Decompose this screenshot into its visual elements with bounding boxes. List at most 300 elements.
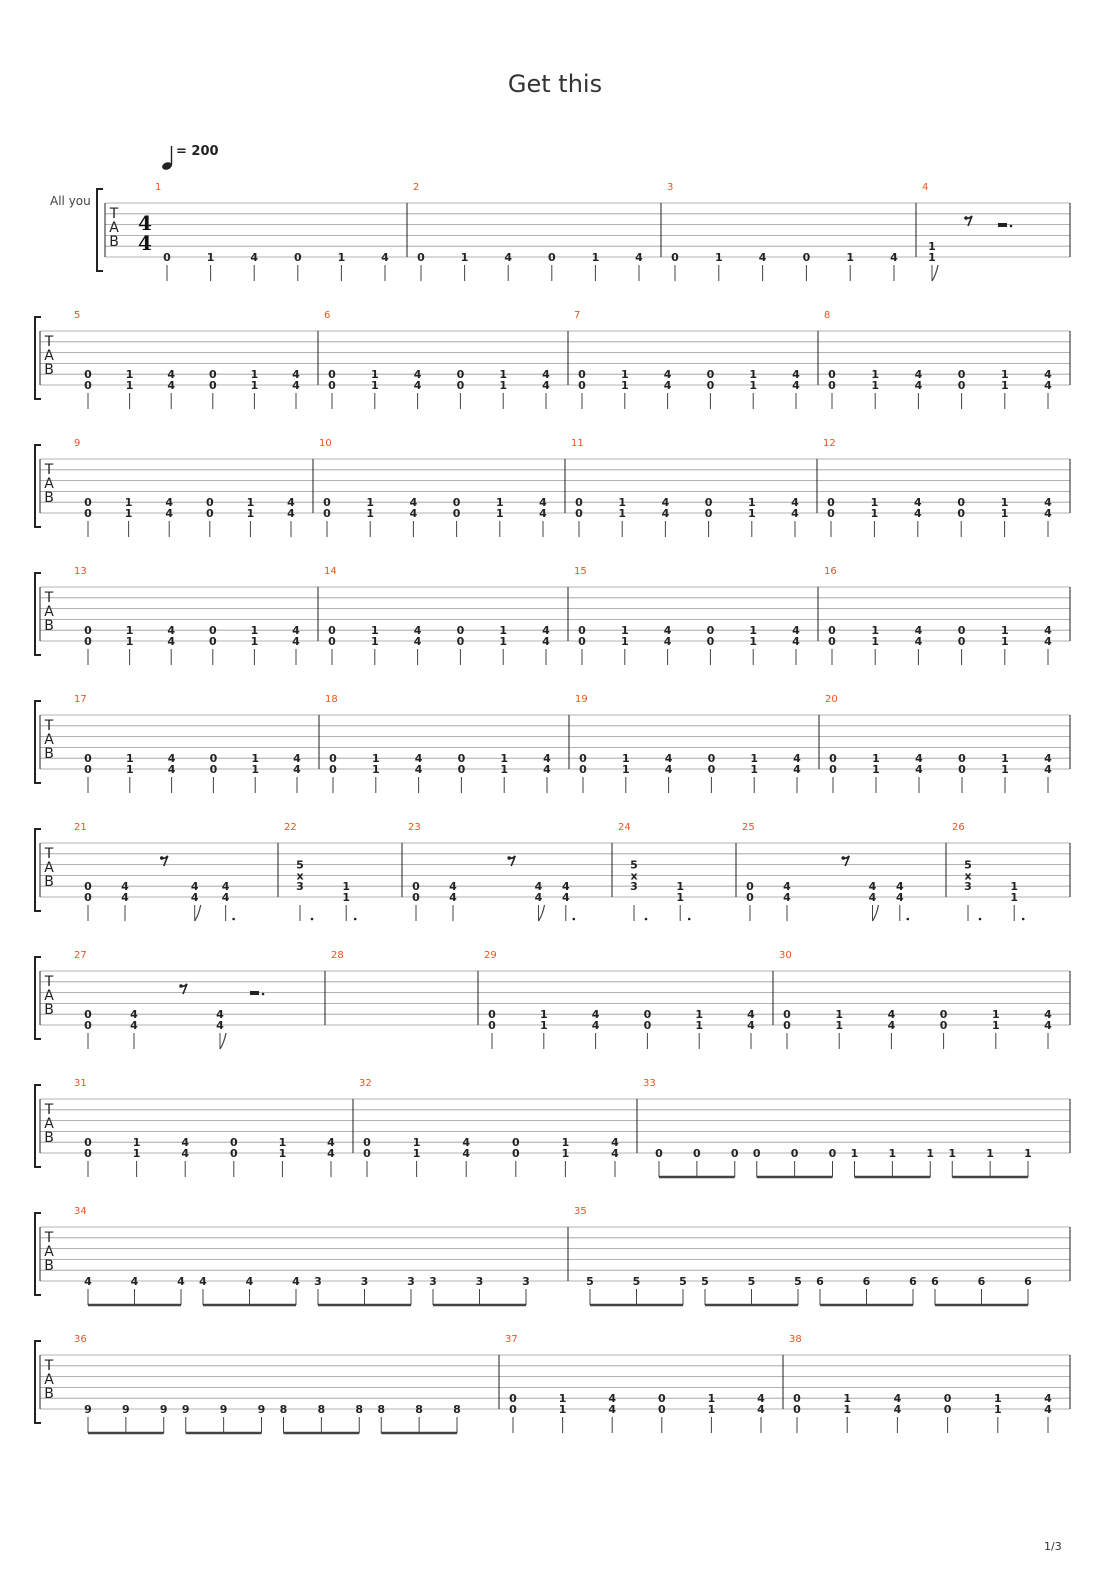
fret-number: 1 — [278, 1147, 287, 1160]
fret-number: 4 — [167, 379, 176, 392]
tab-clef-letter: B — [44, 490, 54, 506]
fret-number: 0 — [655, 1147, 663, 1160]
fret-number: 0 — [208, 635, 217, 648]
fret-number: 0 — [328, 368, 336, 382]
duration-dot — [354, 918, 357, 921]
system-bracket — [97, 189, 103, 271]
fret-number: 1 — [125, 752, 134, 766]
fret-number: 4 — [250, 251, 259, 264]
fret-number: 4 — [868, 880, 877, 894]
measure-number: 28 — [331, 950, 344, 961]
fret-number: 4 — [534, 891, 543, 904]
fret-number: 0 — [957, 507, 966, 520]
fret-number: 4 — [287, 507, 295, 520]
fret-number: 1 — [561, 1136, 570, 1150]
fret-number: 4 — [413, 368, 422, 382]
fret-number: 1 — [125, 368, 134, 382]
fret-number: 3 — [314, 1275, 322, 1288]
fret-number: 4 — [167, 624, 176, 638]
fret-number: 1 — [749, 368, 758, 382]
measure — [413, 182, 661, 281]
duration-dot — [311, 918, 314, 921]
fret-number: 4 — [167, 752, 176, 766]
fret-number: 0 — [163, 251, 171, 264]
fret-number: 0 — [643, 1008, 652, 1022]
fret-number: 3 — [964, 880, 972, 894]
time-signature-top: 4 — [138, 211, 152, 235]
fret-number: 1 — [500, 763, 509, 776]
fret-number: 8 — [377, 1403, 386, 1416]
fret-number: 6 — [931, 1275, 939, 1288]
fret-number: 0 — [707, 752, 716, 766]
fret-number: 1 — [993, 1403, 1002, 1416]
tab-system — [35, 694, 1070, 793]
fret-number: 0 — [578, 624, 586, 638]
fret-number: 1 — [412, 1136, 421, 1150]
measure-number: 4 — [922, 182, 929, 193]
fret-number: 4 — [757, 1403, 765, 1416]
fret-number: 5 — [794, 1275, 802, 1288]
fret-number: 1 — [695, 1019, 704, 1032]
eighth-rest-dot — [507, 856, 511, 860]
fret-number: 0 — [943, 1403, 952, 1416]
fret-number: 3 — [429, 1275, 437, 1288]
fret-number: 0 — [578, 379, 586, 392]
note-flag-icon — [220, 1033, 226, 1049]
fret-number: 4 — [791, 507, 799, 520]
fret-number: 4 — [504, 251, 513, 264]
tab-clef-letter: A — [44, 988, 54, 1004]
fret-number: 4 — [635, 251, 643, 264]
fret-number: 6 — [909, 1275, 917, 1288]
fret-number: 4 — [181, 1147, 190, 1160]
fret-number: 4 — [327, 1147, 335, 1160]
fret-number: 0 — [579, 763, 587, 776]
fret-number: 5 — [701, 1275, 709, 1288]
fret-number: 4 — [591, 1019, 600, 1032]
fret-number: 0 — [957, 635, 966, 648]
fret-number: 4 — [130, 1019, 138, 1032]
fret-number: 1 — [250, 635, 259, 648]
fret-number: 0 — [84, 635, 92, 648]
fret-number: 4 — [913, 507, 922, 520]
fret-number: 0 — [452, 507, 461, 520]
fret-number: 1 — [676, 891, 685, 904]
tab-system — [35, 822, 1070, 921]
fret-number: 1 — [676, 880, 685, 894]
fret-number: 0 — [329, 763, 337, 776]
fret-number: 0 — [704, 496, 713, 510]
fret-number: 0 — [84, 891, 92, 904]
measure-number: 16 — [824, 566, 837, 577]
tab-clef-letter: B — [44, 618, 54, 634]
fret-number: 4 — [130, 1008, 138, 1022]
fret-number: 0 — [957, 496, 966, 510]
fret-number: 0 — [829, 752, 837, 766]
fret-number: 1 — [250, 379, 259, 392]
fret-number: 1 — [539, 1019, 548, 1032]
tab-clef-letter: A — [44, 732, 54, 748]
measure — [74, 1206, 568, 1305]
measure-number: 13 — [74, 566, 87, 577]
fret-number: 0 — [208, 624, 217, 638]
fret-number: 0 — [704, 507, 713, 520]
time-signature-bottom: 4 — [138, 231, 152, 255]
fret-number: 0 — [578, 635, 586, 648]
fret-number: 0 — [957, 368, 966, 382]
fret-number: 4 — [449, 880, 457, 894]
fret-number: 6 — [862, 1275, 871, 1288]
fret-number: 1 — [618, 507, 627, 520]
fret-number: 8 — [453, 1403, 461, 1416]
measure — [319, 438, 565, 537]
tab-clef-letter: A — [44, 1116, 54, 1132]
fret-number: 6 — [816, 1275, 824, 1288]
fret-number: 4 — [783, 891, 791, 904]
fret-number: 0 — [793, 1403, 801, 1416]
tab-clef-letter: B — [44, 362, 54, 378]
fret-number: 1 — [124, 507, 133, 520]
tab-clef-letter: A — [44, 1244, 54, 1260]
measure-number: 31 — [74, 1078, 87, 1089]
fret-number: 4 — [793, 763, 801, 776]
fret-number: 0 — [209, 763, 218, 776]
fret-number: 1 — [558, 1392, 567, 1406]
fret-number: 4 — [167, 763, 176, 776]
fret-number: 1 — [986, 1147, 994, 1160]
fret-number: 4 — [462, 1147, 471, 1160]
fret-number: 4 — [663, 624, 672, 638]
fret-number: 8 — [415, 1403, 423, 1416]
fret-number: 4 — [1044, 507, 1052, 520]
fret-number: 4 — [611, 1136, 619, 1150]
tab-clef-letter: B — [44, 874, 54, 890]
fret-number: 4 — [190, 880, 199, 894]
fret-number: 1 — [621, 752, 630, 766]
fret-number: 3 — [407, 1275, 415, 1288]
measure-number: 20 — [825, 694, 838, 705]
measure — [74, 1078, 353, 1177]
fret-number: 0 — [783, 1019, 791, 1032]
fret-number: 0 — [511, 1136, 520, 1150]
fret-number: 0 — [707, 763, 716, 776]
fret-number: 4 — [409, 507, 418, 520]
fret-number: 4 — [887, 1008, 896, 1022]
measure — [284, 822, 402, 921]
fret-number: 1 — [591, 251, 600, 264]
fret-number: 0 — [84, 379, 92, 392]
tab-clef-letter: A — [44, 476, 54, 492]
fret-number: 4 — [758, 251, 767, 264]
fret-number: 0 — [456, 635, 465, 648]
fret-number: 1 — [871, 368, 880, 382]
tab-clef-letter: T — [44, 846, 54, 862]
fret-number: 1 — [707, 1392, 716, 1406]
fret-number: 9 — [159, 1403, 168, 1416]
fret-number: 0 — [509, 1403, 517, 1416]
measure-number: 14 — [324, 566, 337, 577]
fret-number: 4 — [293, 763, 301, 776]
fret-number: 4 — [792, 379, 800, 392]
fret-number: 5 — [964, 858, 972, 872]
fret-number: 4 — [542, 624, 550, 638]
fret-number: 8 — [279, 1403, 288, 1416]
dotted-half-rest-icon — [998, 223, 1007, 227]
measure — [575, 694, 819, 793]
note-flag-icon — [873, 905, 879, 921]
measure — [825, 694, 1070, 793]
measure — [74, 694, 319, 793]
fret-number: 0 — [205, 507, 214, 520]
fret-number: 4 — [542, 368, 550, 382]
fret-number: 1 — [870, 507, 879, 520]
measure — [574, 566, 818, 665]
duration-dot — [1022, 918, 1025, 921]
fret-number: 0 — [84, 763, 92, 776]
fret-number: 0 — [706, 624, 715, 638]
fret-number: 4 — [121, 891, 129, 904]
fret-number: 4 — [664, 763, 673, 776]
fret-number: 0 — [706, 379, 715, 392]
fret-number: 4 — [543, 763, 551, 776]
fret-number: 0 — [578, 368, 586, 382]
measure-number: 34 — [74, 1206, 87, 1217]
fret-number: 4 — [747, 1008, 755, 1022]
fret-number: 1 — [926, 1147, 935, 1160]
fret-number: 0 — [488, 1019, 496, 1032]
fret-number: 0 — [746, 880, 754, 894]
measure — [618, 822, 736, 921]
measure — [155, 182, 407, 281]
fret-number: 1 — [749, 624, 758, 638]
fret-number: 1 — [500, 752, 509, 766]
fret-number: 0 — [793, 1392, 801, 1406]
fret-number: 1 — [850, 1147, 859, 1160]
measure — [823, 438, 1070, 537]
fret-number: 4 — [1044, 1008, 1052, 1022]
fret-number: 1 — [250, 624, 259, 638]
measure — [505, 1334, 783, 1433]
fret-number: 4 — [292, 368, 300, 382]
fret-number: 4 — [1044, 496, 1052, 510]
fret-number: 0 — [84, 1019, 92, 1032]
page-number: 1/3 — [1044, 1540, 1062, 1553]
fret-number: 9 — [122, 1403, 130, 1416]
tab-clef-letter: T — [44, 718, 54, 734]
fret-number: 4 — [914, 368, 923, 382]
fret-number: 4 — [167, 635, 176, 648]
fret-number: 1 — [499, 635, 508, 648]
fret-number: 0 — [84, 496, 92, 510]
fret-number: 1 — [1010, 880, 1019, 894]
fret-number: 0 — [752, 1147, 761, 1160]
fret-number: 1 — [749, 635, 758, 648]
fret-number: 4 — [792, 368, 800, 382]
measure-number: 30 — [779, 950, 792, 961]
tab-system — [35, 1206, 1070, 1305]
fret-number: 1 — [843, 1392, 852, 1406]
fret-number: 4 — [608, 1392, 617, 1406]
duration-dot — [907, 918, 910, 921]
fret-number: 0 — [229, 1136, 238, 1150]
fret-number: 9 — [181, 1403, 190, 1416]
fret-number: 1 — [499, 379, 508, 392]
rest-dot — [262, 993, 265, 996]
fret-number: 1 — [870, 496, 879, 510]
fret-number: 3 — [475, 1275, 484, 1288]
fret-number: 4 — [1044, 763, 1052, 776]
measure — [824, 310, 1070, 409]
tab-clef-letter: A — [44, 604, 54, 620]
fret-number: 4 — [292, 624, 300, 638]
measure — [574, 310, 818, 409]
fret-number: 0 — [456, 624, 465, 638]
fret-number: 4 — [287, 496, 295, 510]
fret-number: 4 — [292, 1275, 300, 1288]
fret-number: 5 — [296, 858, 304, 872]
measure-number: 24 — [618, 822, 631, 833]
fret-number: 1 — [843, 1403, 852, 1416]
fret-number: 0 — [328, 624, 336, 638]
fret-number: 1 — [132, 1136, 141, 1150]
fret-number: 1 — [991, 1008, 1000, 1022]
fret-number: 1 — [250, 368, 259, 382]
fret-number: 4 — [1044, 368, 1052, 382]
measure — [643, 1078, 1070, 1177]
fret-number: 0 — [671, 251, 679, 264]
fret-number: 0 — [547, 251, 556, 264]
fret-number: 1 — [495, 507, 504, 520]
fret-number: 1 — [499, 368, 508, 382]
rest-dot — [1010, 225, 1013, 228]
fret-number: 1 — [1001, 752, 1009, 766]
fret-number: 4 — [414, 763, 423, 776]
measure — [779, 950, 1070, 1049]
fret-number: 0 — [828, 635, 836, 648]
fret-number: x — [964, 869, 972, 883]
tab-clef-letter: B — [44, 1258, 54, 1274]
measure-number: 37 — [505, 1334, 518, 1345]
fret-number: 4 — [409, 496, 418, 510]
fret-number: 4 — [792, 624, 800, 638]
tab-clef-letter: B — [109, 234, 119, 250]
fret-number: 4 — [561, 891, 570, 904]
fret-number: 0 — [209, 752, 218, 766]
fret-number: 5 — [586, 1275, 594, 1288]
tab-clef-letter: B — [44, 746, 54, 762]
measure-number: 11 — [571, 438, 584, 449]
fret-number: 4 — [292, 379, 300, 392]
tab-clef-letter: A — [44, 1372, 54, 1388]
fret-number: 4 — [543, 752, 551, 766]
fret-number: 1 — [371, 752, 380, 766]
fret-number: 4 — [1044, 1392, 1052, 1406]
fret-number: 1 — [539, 1008, 548, 1022]
tab-clef-letter: B — [44, 1386, 54, 1402]
fret-number: 1 — [251, 752, 260, 766]
fret-number: 8 — [317, 1403, 326, 1416]
fret-number: 1 — [132, 1147, 141, 1160]
duration-dot — [645, 918, 648, 921]
fret-number: 1 — [366, 507, 375, 520]
fret-number: 1 — [871, 624, 880, 638]
fret-number: 0 — [84, 624, 92, 638]
fret-number: 0 — [828, 379, 836, 392]
fret-number: 0 — [730, 1147, 739, 1160]
measure-number: 33 — [643, 1078, 656, 1089]
measure-number: 3 — [667, 182, 674, 193]
fret-number: 0 — [802, 251, 811, 264]
fret-number: 4 — [914, 379, 923, 392]
measure — [331, 950, 478, 1025]
fret-number: 1 — [695, 1008, 704, 1022]
fret-number: 1 — [370, 624, 379, 638]
measure-number: 36 — [74, 1334, 87, 1345]
note-flag-icon — [539, 905, 545, 921]
fret-number: 1 — [620, 379, 629, 392]
fret-number: 4 — [1044, 1019, 1052, 1032]
fret-number: 4 — [414, 752, 423, 766]
fret-number: 3 — [522, 1275, 530, 1288]
tab-clef-letter: A — [44, 860, 54, 876]
fret-number: 1 — [1000, 368, 1009, 382]
fret-number: 0 — [958, 763, 966, 776]
fret-number: 4 — [561, 880, 570, 894]
fret-number: 4 — [221, 891, 230, 904]
duration-dot — [979, 918, 982, 921]
measure — [74, 950, 325, 1049]
fret-number: 1 — [1000, 624, 1009, 638]
measure — [408, 822, 612, 921]
fret-number: 0 — [208, 368, 217, 382]
fret-number: 4 — [915, 752, 923, 766]
fret-number: 0 — [457, 763, 466, 776]
fret-number: 0 — [323, 496, 331, 510]
measure-number: 12 — [823, 438, 836, 449]
note-flag-icon — [195, 905, 201, 921]
track-name: All you — [50, 194, 91, 208]
fret-number: 4 — [167, 368, 176, 382]
fret-number: 4 — [216, 1019, 224, 1032]
fret-number: 1 — [125, 763, 134, 776]
fret-number: 4 — [292, 635, 300, 648]
measure-number: 32 — [359, 1078, 372, 1089]
fret-number: 1 — [620, 635, 629, 648]
fret-number: 4 — [542, 635, 550, 648]
tab-clef-letter: A — [109, 220, 119, 236]
fret-number: 1 — [370, 635, 379, 648]
eighth-rest-dot — [160, 856, 164, 860]
fret-number: 0 — [323, 507, 331, 520]
fret-number: 1 — [871, 635, 880, 648]
fret-number: 4 — [413, 379, 422, 392]
fret-number: 0 — [828, 624, 836, 638]
measure — [74, 1334, 499, 1433]
fret-number: 0 — [575, 507, 583, 520]
fret-number: 6 — [977, 1275, 986, 1288]
score-title: Get this — [507, 70, 603, 98]
fret-number: 1 — [714, 251, 723, 264]
measure-number: 5 — [74, 310, 81, 321]
measure-number: 15 — [574, 566, 587, 577]
fret-number: 4 — [757, 1392, 765, 1406]
measure-number: 8 — [824, 310, 831, 321]
measure — [667, 182, 916, 281]
fret-number: 0 — [363, 1136, 371, 1150]
fret-number: 0 — [412, 880, 420, 894]
tab-system — [35, 438, 1070, 537]
measure-number: 18 — [325, 694, 338, 705]
